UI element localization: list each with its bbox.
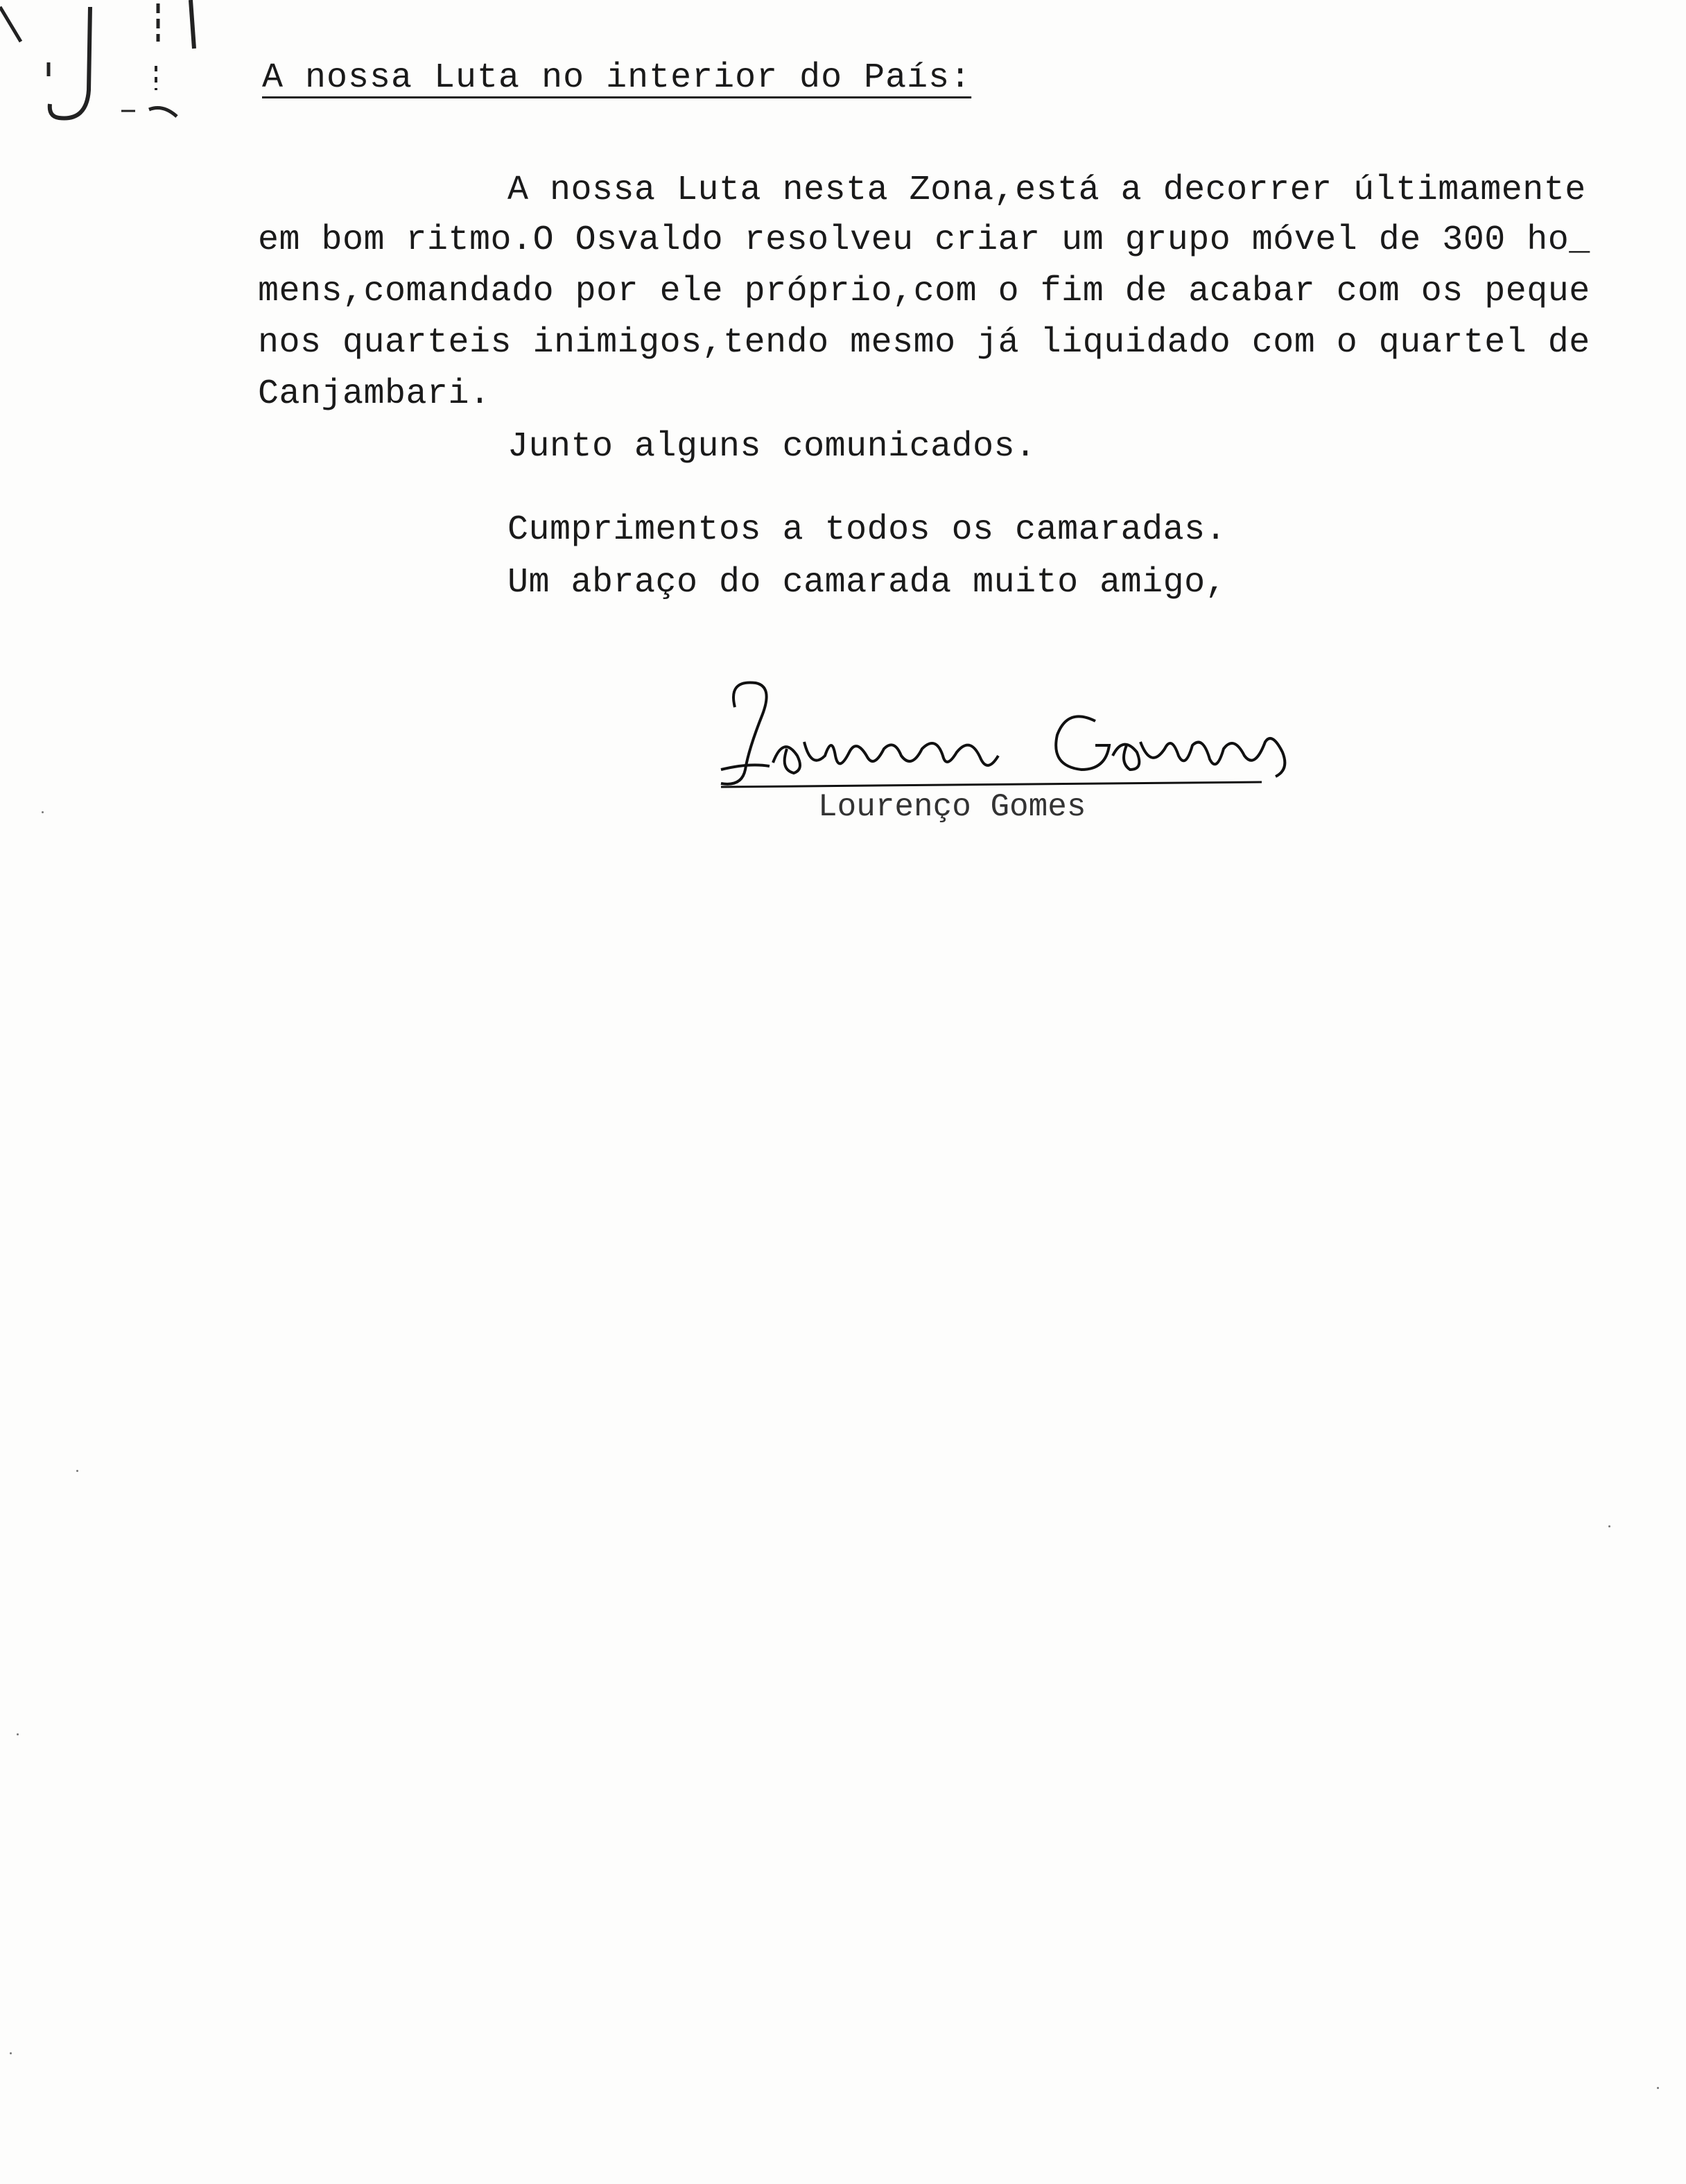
paragraph-line-3: mens,comandado por ele próprio,com o fim de acabar com os peque [258, 272, 1590, 311]
paragraph-line-2: em bom ritmo.O Osvaldo resolveu criar um grupo móvel de 300 ho_ [258, 220, 1590, 260]
attachment-line: Junto alguns comunicados. [507, 427, 1036, 467]
paper-speck [42, 811, 44, 813]
paragraph-line-1: A nossa Luta nesta Zona,está a decorrer últimamente [507, 171, 1586, 210]
greeting-line-2: Um abraço do camarada muito amigo, [507, 563, 1227, 603]
typed-signature-name: Lourenço Gomes [818, 789, 1086, 825]
greeting-line-1: Cumprimentos a todos os camaradas. [507, 510, 1227, 550]
paper-speck [10, 2052, 12, 2054]
paragraph-line-4: nos quarteis inimigos,tendo mesmo já liquidado com o quartel de [258, 323, 1590, 363]
paper-speck [1608, 1525, 1610, 1527]
margin-pen-marks [0, 0, 208, 139]
handwritten-signature [707, 666, 1303, 797]
paper-speck [76, 1470, 78, 1472]
paper-speck [17, 1733, 19, 1735]
paragraph-line-5: Canjambari. [258, 374, 491, 414]
paper-speck [1657, 2087, 1659, 2089]
document-heading: A nossa Luta no interior do País: [262, 58, 972, 98]
